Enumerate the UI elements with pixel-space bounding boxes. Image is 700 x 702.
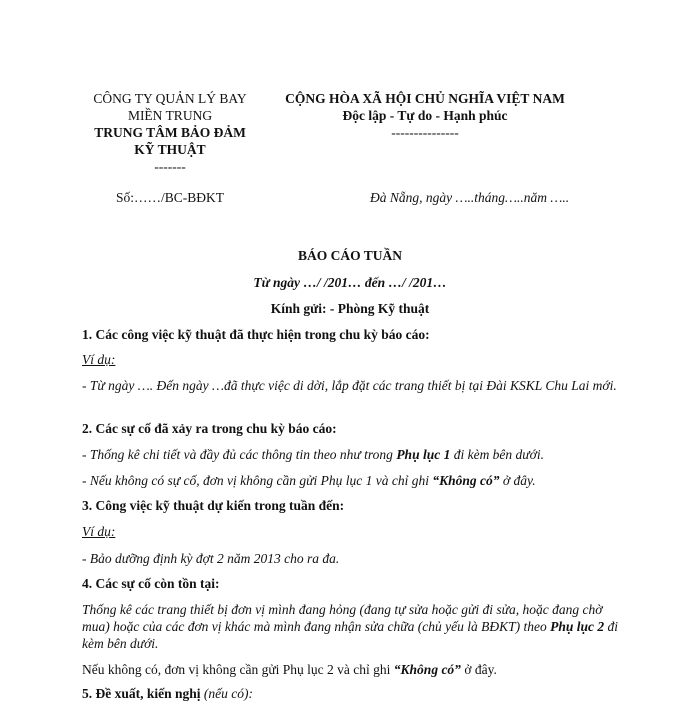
report-title: BÁO CÁO TUẦN bbox=[297, 248, 402, 263]
section-5-heading: 5. Đề xuất, kiến nghị bbox=[82, 686, 201, 701]
nation-divider: --------------- bbox=[391, 125, 459, 140]
section-1-text: - Từ ngày …. Đến ngày …đã thực việc di dời, lắp đặt các trang thiết bị tại Đài KSKL Chu Lai mới. bbox=[82, 378, 617, 393]
section-4-text-1c: đi kèm bên dưới. bbox=[82, 619, 618, 651]
nation-line-2: Độc lập - Tự do - Hạnh phúc bbox=[342, 108, 508, 123]
section-3-text: - Bảo dưỡng định kỳ đợt 2 năm 2013 cho ra đa. bbox=[82, 551, 340, 566]
organization-block bbox=[75, 90, 265, 175]
section-4-text-1 bbox=[82, 601, 622, 652]
nation-line-1: CỘNG HÒA XÃ HỘI CHỦ NGHĨA VIỆT NAM bbox=[285, 91, 565, 106]
section-3-heading: 3. Công việc kỹ thuật dự kiến trong tuần đến: bbox=[82, 498, 345, 513]
org-line-4: KỸ THUẬT bbox=[134, 142, 206, 157]
org-line-2: MIỀN TRUNG bbox=[127, 108, 213, 123]
section-2-text-2c: ở đây. bbox=[499, 473, 536, 488]
section-4-text-2a: Nếu không có, đơn vị không cần gửi Phụ lục 2 và chỉ ghi bbox=[82, 662, 394, 677]
section-2-text-1c: đi kèm bên dưới. bbox=[450, 447, 544, 462]
nation-block bbox=[275, 90, 575, 141]
org-line-3: TRUNG TÂM BẢO ĐẢM bbox=[94, 125, 246, 140]
place-date: Đà Nẵng, ngày …..tháng…..năm ….. bbox=[370, 190, 570, 205]
org-divider: ------- bbox=[154, 159, 186, 174]
none-quote-2: “Không có” bbox=[393, 662, 461, 677]
section-2-heading: 2. Các sự cố đã xảy ra trong chu kỳ báo cáo: bbox=[82, 421, 337, 436]
section-4-text-1a: Thống kê các trang thiết bị đơn vị mình đang hỏng (đang tự sửa hoặc gửi đi sửa, hoặc đang chờ mua) hoặc của các đơn vị khác mà mình đang nhận sửa chữa (chủ yếu là BĐKT) theo bbox=[82, 602, 603, 634]
section-3-example-label: Ví dụ: bbox=[82, 524, 116, 539]
report-recipient: Kính gửi: - Phòng Kỹ thuật bbox=[270, 301, 430, 316]
section-1-example-label: Ví dụ: bbox=[82, 352, 116, 367]
section-2-text-1 bbox=[82, 446, 622, 463]
none-quote: “Không có” bbox=[432, 473, 500, 488]
appendix-2-ref: Phụ lục 2 bbox=[550, 619, 605, 634]
document-number: Số:……/BC-BĐKT bbox=[115, 190, 224, 205]
org-line-1: CÔNG TY QUẢN LÝ BAY bbox=[93, 91, 247, 106]
section-4-text-2c: ở đây. bbox=[460, 662, 497, 677]
section-1-heading: 1. Các công việc kỹ thuật đã thực hiện trong chu kỳ báo cáo: bbox=[82, 327, 430, 342]
appendix-1-ref: Phụ lục 1 bbox=[396, 447, 451, 462]
section-5-heading-line bbox=[82, 685, 622, 702]
section-4-heading: 4. Các sự cố còn tồn tại: bbox=[82, 576, 220, 591]
section-5-note: (nếu có): bbox=[200, 686, 254, 701]
section-2-text-2 bbox=[82, 472, 622, 489]
section-2-text-1a: - Thống kê chi tiết và đầy đủ các thông tin theo như trong bbox=[82, 447, 397, 462]
section-2-text-2a: - Nếu không có sự cố, đơn vị không cần gửi Phụ lục 1 và chỉ ghi bbox=[82, 473, 433, 488]
section-4-text-2 bbox=[82, 661, 622, 678]
report-period: Từ ngày …/ /201… đến …/ /201… bbox=[253, 275, 447, 290]
